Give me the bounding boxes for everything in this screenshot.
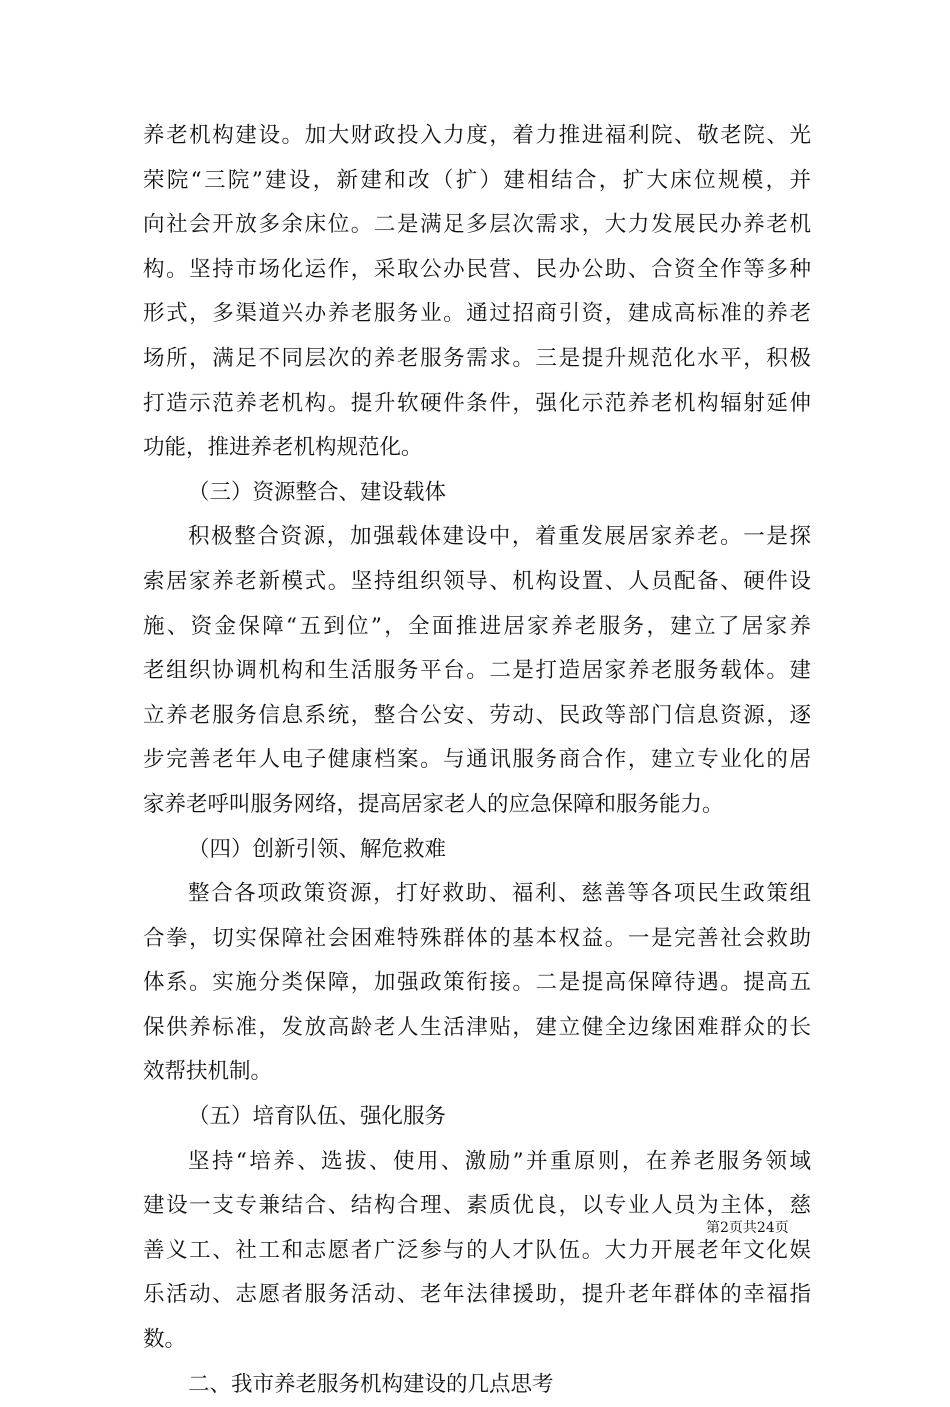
body-text bbox=[143, 114, 811, 1407]
page-number: 第2页共24页 bbox=[706, 1220, 789, 1236]
text-line: 效帮扶机制。 bbox=[143, 1059, 273, 1085]
text-line: 索居家养老新模式。坚持组织领导、机构设置、人员配备、硬件设 bbox=[143, 568, 811, 594]
text-line: 数。 bbox=[143, 1327, 187, 1353]
section-heading: （四）创新引领、解危救难 bbox=[188, 836, 447, 862]
text-line: 老组织协调机构和生活服务平台。二是打造居家养老服务载体。建 bbox=[143, 658, 811, 684]
text-line: 坚持“培养、选拔、使用、激励”并重原则，在养老服务领域 bbox=[188, 1148, 811, 1174]
text-line: 体系。实施分类保障，加强政策衔接。二是提高保障待遇。提高五 bbox=[143, 970, 811, 996]
text-line: 构。坚持市场化运作，采取公办民营、民办公助、合资全作等多种 bbox=[143, 256, 811, 282]
text-line: 形式，多渠道兴办养老服务业。通过招商引资，建成高标准的养老 bbox=[143, 301, 811, 327]
text-line: 养老机构建设。加大财政投入力度，着力推进福利院、敬老院、光 bbox=[143, 123, 811, 148]
chapter-heading: 二、我市养老服务机构建设的几点思考 bbox=[188, 1371, 554, 1397]
text-line: 功能，推进养老机构规范化。 bbox=[143, 435, 423, 461]
text-line: 荣院“三院”建设，新建和改（扩）建相结合，扩大床位规模，并 bbox=[143, 167, 811, 193]
text-line: 善义工、社工和志愿者广泛参与的人才队伍。大力开展老年文化娱 bbox=[143, 1237, 811, 1263]
text-line: 积极整合资源，加强载体建设中，着重发展居家养老。一是探 bbox=[188, 524, 811, 550]
text-line: 建设一支专兼结合、结构合理、素质优良，以专业人员为主体，慈 bbox=[143, 1193, 811, 1219]
section-heading: （三）资源整合、建设载体 bbox=[188, 479, 447, 505]
text-line: 立养老服务信息系统，整合公安、劳动、民政等部门信息资源，逐 bbox=[143, 702, 811, 728]
text-line: 施、资金保障“五到位”，全面推进居家养老服务，建立了居家养 bbox=[143, 613, 811, 639]
text-line: 保供养标准，发放高龄老人生活津贴，建立健全边缘困难群众的长 bbox=[143, 1014, 811, 1040]
text-line: 步完善老年人电子健康档案。与通讯服务商合作，建立专业化的居 bbox=[143, 747, 811, 773]
text-line: 乐活动、志愿者服务活动、老年法律援助，提升老年群体的幸福指 bbox=[143, 1282, 811, 1308]
text-line: 打造示范养老机构。提升软硬件条件，强化示范养老机构辐射延伸 bbox=[143, 390, 811, 416]
text-line: 合拳，切实保障社会困难特殊群体的基本权益。一是完善社会救助 bbox=[143, 925, 811, 951]
text-line: 家养老呼叫服务网络，提高居家老人的应急保障和服务能力。 bbox=[143, 791, 724, 817]
text-line: 整合各项政策资源，打好救助、福利、慈善等各项民生政策组 bbox=[188, 881, 811, 907]
section-heading: （五）培育队伍、强化服务 bbox=[188, 1104, 447, 1130]
text-line: 场所，满足不同层次的养老服务需求。三是提升规范化水平，积极 bbox=[143, 345, 811, 371]
text-line: 向社会开放多余床位。二是满足多层次需求，大力发展民办养老机 bbox=[143, 212, 811, 238]
